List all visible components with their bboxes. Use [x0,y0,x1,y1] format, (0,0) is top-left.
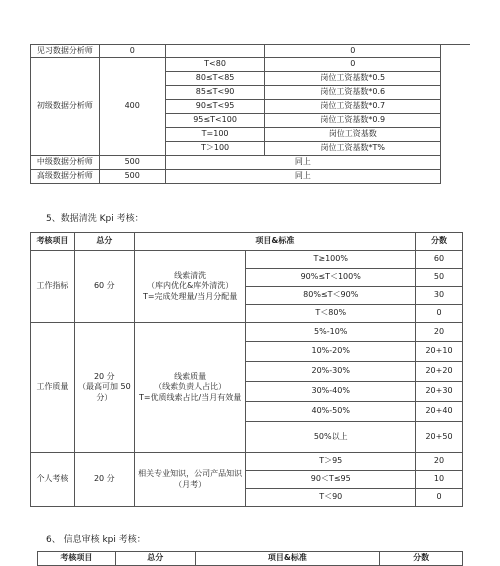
header-total: 总分 [115,552,195,566]
pay-cell: 同上 [165,156,440,170]
total-cell: 20 分 [74,453,134,507]
pay-cell: 岗位工资基数*0.7 [265,100,441,114]
standard-cell: 90＜T≤95 [246,471,416,489]
condition-cell: 95≤T<100 [165,114,265,128]
kpi-table-data-cleaning [30,232,463,507]
table-row [31,45,441,58]
pay-cell: 岗位工资基数 [265,128,441,142]
score-cell: 20+40 [416,402,463,422]
standard-cell: 40%-50% [246,402,416,422]
condition-cell: T<80 [165,58,265,72]
score-cell: 20+50 [416,422,463,453]
level-cell: 见习数据分析师 [31,45,100,58]
total-line: 20 分 [93,371,115,381]
condition-cell: 85≤T<90 [165,86,265,100]
standard-cell: 90%≤T＜100% [246,269,416,287]
table-header-row [31,233,463,251]
base-cell: 400 [99,58,165,156]
salary-table [30,44,441,184]
pay-cell: 岗位工资基数*0.5 [265,72,441,86]
item-cell: 个人考核 [31,453,75,507]
section5-heading: 5、数据清洗 Kpi 考核： [46,214,144,224]
pay-cell: 0 [265,45,441,58]
table-row [31,156,441,170]
pay-cell: 岗位工资基数*0.9 [265,114,441,128]
desc-cell [134,251,246,323]
desc-line: 线索质量 [174,371,207,381]
condition-cell [165,45,265,58]
table-top-extension-line [441,44,470,45]
level-cell: 中级数据分析师 [31,156,100,170]
condition-cell: 80≤T<85 [165,72,265,86]
kpi-table-info-review [37,551,463,566]
score-cell: 60 [416,251,463,269]
score-cell: 0 [416,305,463,323]
score-cell: 30 [416,287,463,305]
desc-cell [134,323,246,453]
pay-cell: 同上 [165,170,440,184]
base-cell: 0 [99,45,165,58]
base-cell: 500 [99,156,165,170]
header-score: 分数 [416,233,463,251]
section6-heading: 6、 信息审核 kpi 考核： [46,535,146,545]
pay-cell: 0 [265,58,441,72]
header-standard: 项目&标准 [195,552,380,566]
score-cell: 20+20 [416,362,463,382]
standard-cell: T＜90 [246,489,416,507]
standard-cell: 80%≤T＜90% [246,287,416,305]
desc-line: （线索负责人占比） [154,382,227,392]
pay-cell: 岗位工资基数*T% [265,142,441,156]
desc-line: （月考） [174,479,207,489]
score-cell: 50 [416,269,463,287]
standard-cell: T≥100% [246,251,416,269]
table-row [31,58,441,72]
total-cell [74,323,134,453]
standard-cell: 20%-30% [246,362,416,382]
total-cell: 60 分 [74,251,134,323]
score-cell: 20 [416,453,463,471]
condition-cell: T＞100 [165,142,265,156]
score-cell: 20 [416,323,463,342]
score-cell: 0 [416,489,463,507]
total-line: 分） [96,392,113,402]
condition-cell: T=100 [165,128,265,142]
desc-line: 线索清洗 [174,270,207,280]
header-score: 分数 [380,552,463,566]
header-total: 总分 [74,233,134,251]
score-cell: 20+30 [416,382,463,402]
header-item: 考核项目 [31,233,75,251]
desc-line: T=完成处理量/当月分配量 [142,291,238,301]
desc-line: （库内优化&库外清洗） [146,281,234,291]
base-cell: 500 [99,170,165,184]
standard-cell: 10%-20% [246,342,416,362]
header-item: 考核项目 [38,552,116,566]
header-standard: 项目&标准 [134,233,415,251]
total-line: （最高可加 50 [77,382,131,392]
table-header-row [38,552,463,566]
score-cell: 20+10 [416,342,463,362]
item-cell: 工作指标 [31,251,75,323]
desc-line: T=优质线索占比/当月有效量 [138,392,242,402]
table-row [31,170,441,184]
standard-cell: 30%-40% [246,382,416,402]
standard-cell: 50%以上 [246,422,416,453]
table-row [31,251,463,269]
condition-cell: 90≤T<95 [165,100,265,114]
level-cell: 初级数据分析师 [31,58,100,156]
level-cell: 高级数据分析师 [31,170,100,184]
table-row [31,323,463,342]
standard-cell: 5%-10% [246,323,416,342]
item-cell: 工作质量 [31,323,75,453]
table-row [31,453,463,471]
standard-cell: T＜80% [246,305,416,323]
desc-line: 相关专业知识，公司产品知识 [138,469,243,479]
desc-cell [134,453,246,507]
pay-cell: 岗位工资基数*0.6 [265,86,441,100]
standard-cell: T＞95 [246,453,416,471]
score-cell: 10 [416,471,463,489]
